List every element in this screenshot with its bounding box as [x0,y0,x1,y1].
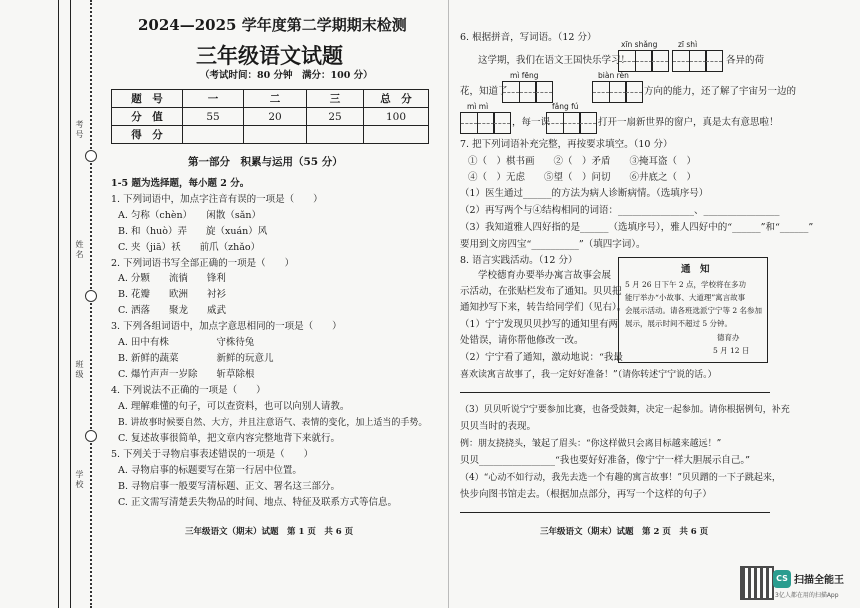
q8-paragraph: 通知抄写下来，转告给同学们（见右）。 [460,302,627,313]
answer-line[interactable] [460,392,770,393]
q6-stem: 6. 根据拼音，写词语。（12 分） [460,32,597,43]
q4-option-a[interactable]: A. 理解难懂的句子，可以查资料，也可以向别人请教。 [118,401,350,412]
notice-date: 5 月 12 日 [713,346,750,355]
binding-label: 考号 [75,120,84,140]
char-box[interactable] [477,112,495,134]
q7-items-row1[interactable]: ①（ ）棋书画 ②（ ）矛盾 ③掩耳盗（ ） [468,156,697,167]
char-box[interactable] [689,50,707,72]
score-input-cell[interactable] [244,126,307,144]
q8-fill[interactable]: 贝贝________________“我也要好好准备，像宁宁一样大胆展示自己。” [460,455,750,466]
char-box[interactable] [535,81,553,103]
q3-option-a[interactable]: A. 田中有株 守株待兔 [118,337,255,348]
char-box[interactable] [609,81,627,103]
table-cell: 20 [244,108,307,126]
q8-paragraph: 学校德育办要举办寓言故事会展 [478,270,612,281]
binding-hole [85,430,97,442]
binding-dotted-line [90,0,92,608]
q5-option-c[interactable]: C. 正文需写清楚丢失物品的时间、地点、特征及联系方式等信息。 [118,497,397,508]
q7-sub1[interactable]: （1）医生通过______的方法为病人诊断病情。（选填序号） [460,188,709,199]
binding-margin [0,0,108,608]
q8-sub2: （2）宁宁看了通知，激动地说：“我最 [460,352,623,363]
q2-option-b[interactable]: B. 花瓣 欧洲 衬衫 [118,289,227,300]
q8-sub4: 快步向图书馆走去。（根据加点部分，再写一个这样的句子） [460,489,712,500]
answer-box-group[interactable] [618,50,668,72]
q8-sub4: （4）“心动不如行动，我先去选一个有趣的寓言故事！”贝贝蹭的一下子跳起来， [460,473,781,483]
q1-option-a[interactable]: A. 匀称（chèn） 闲散（sǎn） [118,210,261,221]
char-box[interactable] [618,50,636,72]
binding-hole [85,290,97,302]
q2-option-a[interactable]: A. 分颗 流徜 锋利 [118,273,226,284]
q3-option-c[interactable]: C. 爆竹声声一岁除 斩草除根 [118,369,255,380]
q4-option-b[interactable]: B. 讲故事时候要自然、大方，并且注意语气、表情的变化，加上适当的手势。 [118,418,428,428]
q2-option-c[interactable]: C. 洒落 聚龙 威武 [118,305,226,316]
q1-option-c[interactable]: C. 夹（jiā）袄 前爪（zhǎo） [118,242,261,253]
pinyin: biàn rèn [598,71,629,80]
char-box[interactable] [625,81,643,103]
score-input-cell[interactable] [364,126,429,144]
q7-sub3[interactable]: （3）我知道雅人四好指的是______（选填序号），雅人四好中的“______”和“______” [460,222,814,233]
answer-box-group[interactable] [592,81,642,103]
table-row [112,108,429,126]
answer-box-group[interactable] [546,112,596,134]
q7-sub2[interactable]: （2）再写两个与④结构相同的词语：________________、________________ [460,205,780,216]
score-table [111,89,429,144]
exam-meta: （考试时间：80 分钟 满分：100 分） [200,70,373,81]
q8-sub1: 处错误，请你帮他修改一改。 [460,335,584,346]
table-cell: 题 号 [112,90,183,108]
char-box[interactable] [493,112,511,134]
q8-sub2: 喜欢读寓言故事了，我一定好好准备！”（请你转述宁宁说的话。） [460,370,717,380]
q4-option-c[interactable]: C. 复述故事很简单，把文章内容完整地背下来就行。 [118,433,340,444]
char-box[interactable] [502,81,520,103]
q4-stem: 4. 下列说法不正确的一项是（ ） [111,385,266,396]
char-box[interactable] [635,50,653,72]
notice-sign: 德育办 [717,333,740,342]
char-box[interactable] [651,50,669,72]
q8-example: 例：朋友挠挠头，皱起了眉头：“你这样做只会离目标越来越远！” [460,439,722,449]
notice-line: 5 月 26 日下午 2 点，学校将在多功 [625,280,747,289]
q5-option-b[interactable]: B. 寻物启事一般要写清标题、正文、署名这三部分。 [118,481,341,492]
q7-stem: 7. 把下列词语补充完整，再按要求填空。（10 分） [460,139,673,150]
exam-title: 2024—2025 学年度第二学期期末检测 [138,16,407,34]
q8-sub3: 贝贝当时的表现。 [460,421,537,432]
answer-box-group[interactable] [460,112,510,134]
binding-label: 班级 [75,360,84,380]
q6-line3-end: 打开一扇新世界的窗户，真是太有意思啦！ [598,117,779,128]
q8-stem: 8. 语言实践活动。（12 分） [460,255,578,266]
q6-line3: ，每一课 [512,117,551,128]
char-box[interactable] [519,81,537,103]
score-input-cell[interactable] [307,126,364,144]
q1-stem: 1. 下列词语中，加点字注音有误的一项是（ ） [111,194,323,205]
score-input-cell[interactable] [183,126,244,144]
scanner-brand: 扫描全能王 [794,575,844,586]
q2-stem: 2. 下列词语书写全部正确的一项是（ ） [111,258,295,269]
notice-box [618,257,768,363]
answer-box-group[interactable] [502,81,552,103]
binding-label: 学校 [75,470,84,490]
table-cell: 得 分 [112,126,183,144]
binding-line [70,0,71,608]
notice-title: 通 知 [681,264,710,275]
table-cell: 二 [244,90,307,108]
q3-stem: 3. 下列各组词语中，加点字意思相同的一项是（ ） [111,321,342,332]
part1-heading: 第一部分 积累与运用（55 分） [188,156,343,168]
table-row [112,90,429,108]
char-box[interactable] [563,112,581,134]
page-footer-right: 三年级语文（期末）试题 第 2 页 共 6 页 [540,527,709,537]
camscanner-logo: CS [773,570,791,588]
q5-stem: 5. 下列关于寻物启事表述错误的一项是（ ） [111,449,314,460]
q5-option-a[interactable]: A. 寻物启事的标题要写在第一行居中位置。 [118,465,302,476]
q8-paragraph: 示活动，在张贴栏发布了通知。贝贝把 [460,286,622,297]
q7-items-row2[interactable]: ④（ ）无虑 ⑤望（ ）问切 ⑥井底之（ ） [468,172,697,183]
table-cell: 总 分 [364,90,429,108]
binding-line [58,0,59,608]
pinyin: fǎng fú [552,102,579,111]
page-divider [448,0,449,608]
char-box[interactable] [592,81,610,103]
q6-line2: 花，知道了 [460,86,508,97]
pinyin: xīn shǎng [621,40,658,49]
char-box[interactable] [705,50,723,72]
table-cell: 55 [183,108,244,126]
notice-line: 能厅举办“小故事、大道理”寓言故事 [625,293,746,302]
char-box[interactable] [579,112,597,134]
notice-line: 展示，展示时间不超过 5 分钟。 [625,319,733,328]
q6-line1-end: 各异的荷 [726,55,765,66]
table-cell: 一 [183,90,244,108]
char-box[interactable] [546,112,564,134]
table-cell: 分 值 [112,108,183,126]
char-box[interactable] [672,50,690,72]
table-cell: 25 [307,108,364,126]
pinyin: mì fēng [510,71,539,80]
binding-hole [85,150,97,162]
q6-line2-end: 方向的能力，还了解了宇宙另一边的 [644,86,797,97]
answer-box-group[interactable] [672,50,722,72]
table-cell: 100 [364,108,429,126]
instructions: 1-5 题为选择题，每小题 2 分。 [111,178,250,189]
qr-code [740,566,774,600]
q3-option-b[interactable]: B. 新鲜的蔬菜 新鲜的玩意儿 [118,353,274,364]
pinyin: mì mì [467,102,489,111]
q1-option-b[interactable]: B. 和（huò）弄 旋（xuán）风 [118,226,268,237]
binding-label: 姓名 [75,240,84,260]
table-cell: 三 [307,90,364,108]
char-box[interactable] [460,112,478,134]
q7-sub3b[interactable]: 要用到文房四宝“__________”（填四字词）。 [460,239,646,250]
scanner-tagline: 3亿人都在用的扫描App [775,592,839,599]
pinyin: zī shì [678,40,698,49]
answer-line[interactable] [460,512,770,513]
q8-sub3: （3）贝贝听说宁宁要参加比赛，也备受鼓舞，决定一起参加。请你根据例句，补充 [460,405,790,415]
table-row [112,126,429,144]
q6-line1: 这学期，我们在语文王国快乐学习！ [478,55,631,66]
page-footer-left: 三年级语文（期末）试题 第 1 页 共 6 页 [185,527,354,537]
exam-subtitle: 三年级语文试题 [196,43,343,68]
q8-sub1: （1）宁宁发现贝贝抄写的通知里有两 [460,319,619,330]
notice-line: 会展示活动。请各班选派宁宁等 2 名参加 [625,306,763,315]
